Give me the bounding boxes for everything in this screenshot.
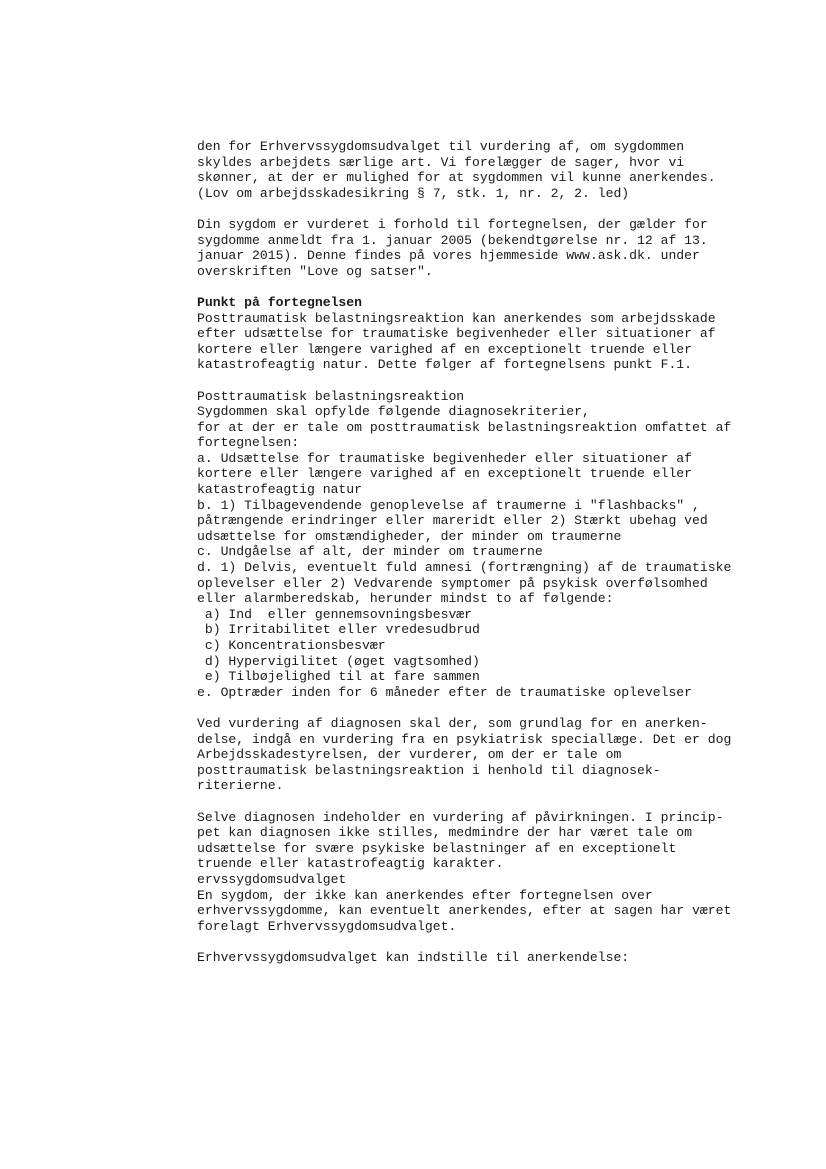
text-line: c) Koncentrationsbesvær xyxy=(197,638,386,653)
text-line: erhvervssygdomme, kan eventuelt anerkendes, efter at sagen har været xyxy=(197,903,732,919)
text-line: skønner, at der er mulighed for at sygdommen vil kunne anerkendes. xyxy=(197,170,716,186)
text-line: eller alarmberedskab, herunder mindst to af følgende: xyxy=(197,591,614,607)
text-line: b) Irritabilitet eller vredesudbrud xyxy=(197,622,480,638)
text-line: posttraumatisk belastningsreaktion i henhold til diagnosek- xyxy=(197,762,661,778)
text-line: skyldes arbejdets særlige art. Vi forelægger de sager, hvor vi xyxy=(197,154,685,170)
text-line: Posttraumatisk belastningsreaktion xyxy=(197,388,465,404)
text-line: Selve diagnosen indeholder en vurdering af påvirkningen. I princip- xyxy=(197,809,724,825)
text-line: overskriften "Love og satser". xyxy=(197,263,433,279)
text-line: Arbejdsskadestyrelsen, der vurderer, om der er tale om xyxy=(197,747,622,763)
text-line: påtrængende erindringer eller mareridt eller 2) Stærkt ubehag ved xyxy=(197,513,708,529)
text-line: for at der er tale om posttraumatisk belastningsreaktion omfattet af xyxy=(197,419,732,435)
text-line: fortegnelsen: xyxy=(197,435,300,451)
paragraph xyxy=(197,295,797,373)
text-line: c. Undgåelse af alt, der minder om traumerne xyxy=(197,544,543,560)
text-line: b. 1) Tilbagevendende genoplevelse af traumerne i "flashbacks" , xyxy=(197,497,700,513)
document-body xyxy=(197,139,797,981)
text-line: udsættelse for svære psykiske belastninger af en exceptionelt xyxy=(197,840,677,856)
text-line: kortere eller længere varighed af en exceptionelt truende eller xyxy=(197,466,693,482)
text-line: En sygdom, der ikke kan anerkendes efter fortegnelsen over xyxy=(197,887,653,903)
text-line: e. Optræder inden for 6 måneder efter de traumatiske oplevelser xyxy=(197,684,693,700)
text-line: d. 1) Delvis, eventuelt fuld amnesi (fortrængning) af de traumatiske xyxy=(197,560,732,576)
text-line: katastrofeagtig natur. Dette følger af fortegnelsens punkt F.1. xyxy=(197,357,693,373)
text-line: udsættelse for omstændigheder, der minder om traumerne xyxy=(197,528,622,544)
text-line: truende eller katastrofeagtig karakter. xyxy=(197,856,504,872)
paragraph xyxy=(197,810,797,935)
text-line: oplevelser eller 2) Vedvarende symptomer på psykisk overfølsomhed xyxy=(197,575,708,591)
text-line: katastrofeagtig natur xyxy=(197,482,363,498)
paragraph xyxy=(197,217,797,279)
text-line: d) Hypervigilitet (øget vagtsomhed) xyxy=(197,653,480,669)
text-line: e) Tilbøjelighed til at fare sammen xyxy=(197,669,480,685)
paragraph xyxy=(197,139,797,201)
paragraph xyxy=(197,389,797,701)
paragraph xyxy=(197,950,797,966)
text-line: (Lov om arbejdsskadesikring § 7, stk. 1, nr. 2, 2. led) xyxy=(197,185,630,201)
text-line: a. Udsættelse for traumatiske begivenheder eller situationer af xyxy=(197,450,693,466)
text-line: Erhvervssygdomsudvalget kan indstille til anerkendelse: xyxy=(197,949,630,965)
text-line: januar 2015). Denne findes på vores hjemmeside www.ask.dk. under xyxy=(197,248,700,264)
text-line: den for Erhvervssygdomsudvalget til vurdering af, om sygdommen xyxy=(197,139,685,154)
text-line: a) Ind eller gennemsovningsbesvær xyxy=(197,606,473,622)
text-line: kortere eller længere varighed af en exceptionelt truende eller xyxy=(197,341,693,357)
text-line: Ved vurdering af diagnosen skal der, som grundlag for en anerken- xyxy=(197,715,708,731)
text-line: Din sygdom er vurderet i forhold til fortegnelsen, der gælder for xyxy=(197,216,708,232)
text-line: forelagt Erhvervssygdomsudvalget. xyxy=(197,918,457,934)
text-line: sygdomme anmeldt fra 1. januar 2005 (bekendtgørelse nr. 12 af 13. xyxy=(197,232,708,248)
text-line: Sygdommen skal opfylde følgende diagnosekriterier, xyxy=(197,404,590,420)
text-line: pet kan diagnosen ikke stilles, medmindre der har været tale om xyxy=(197,825,693,841)
text-line: efter udsættelse for traumatiske begivenheder eller situationer af xyxy=(197,326,716,342)
text-line: riterierne. xyxy=(197,778,284,794)
section-heading: Punkt på fortegnelsen xyxy=(197,294,363,310)
text-line: Posttraumatisk belastningsreaktion kan anerkendes som arbejdsskade xyxy=(197,310,716,326)
paragraph xyxy=(197,716,797,794)
text-line: delse, indgå en vurdering fra en psykiatrisk speciallæge. Det er dog xyxy=(197,731,732,747)
text-line: ervssygdomsudvalget xyxy=(197,871,347,887)
